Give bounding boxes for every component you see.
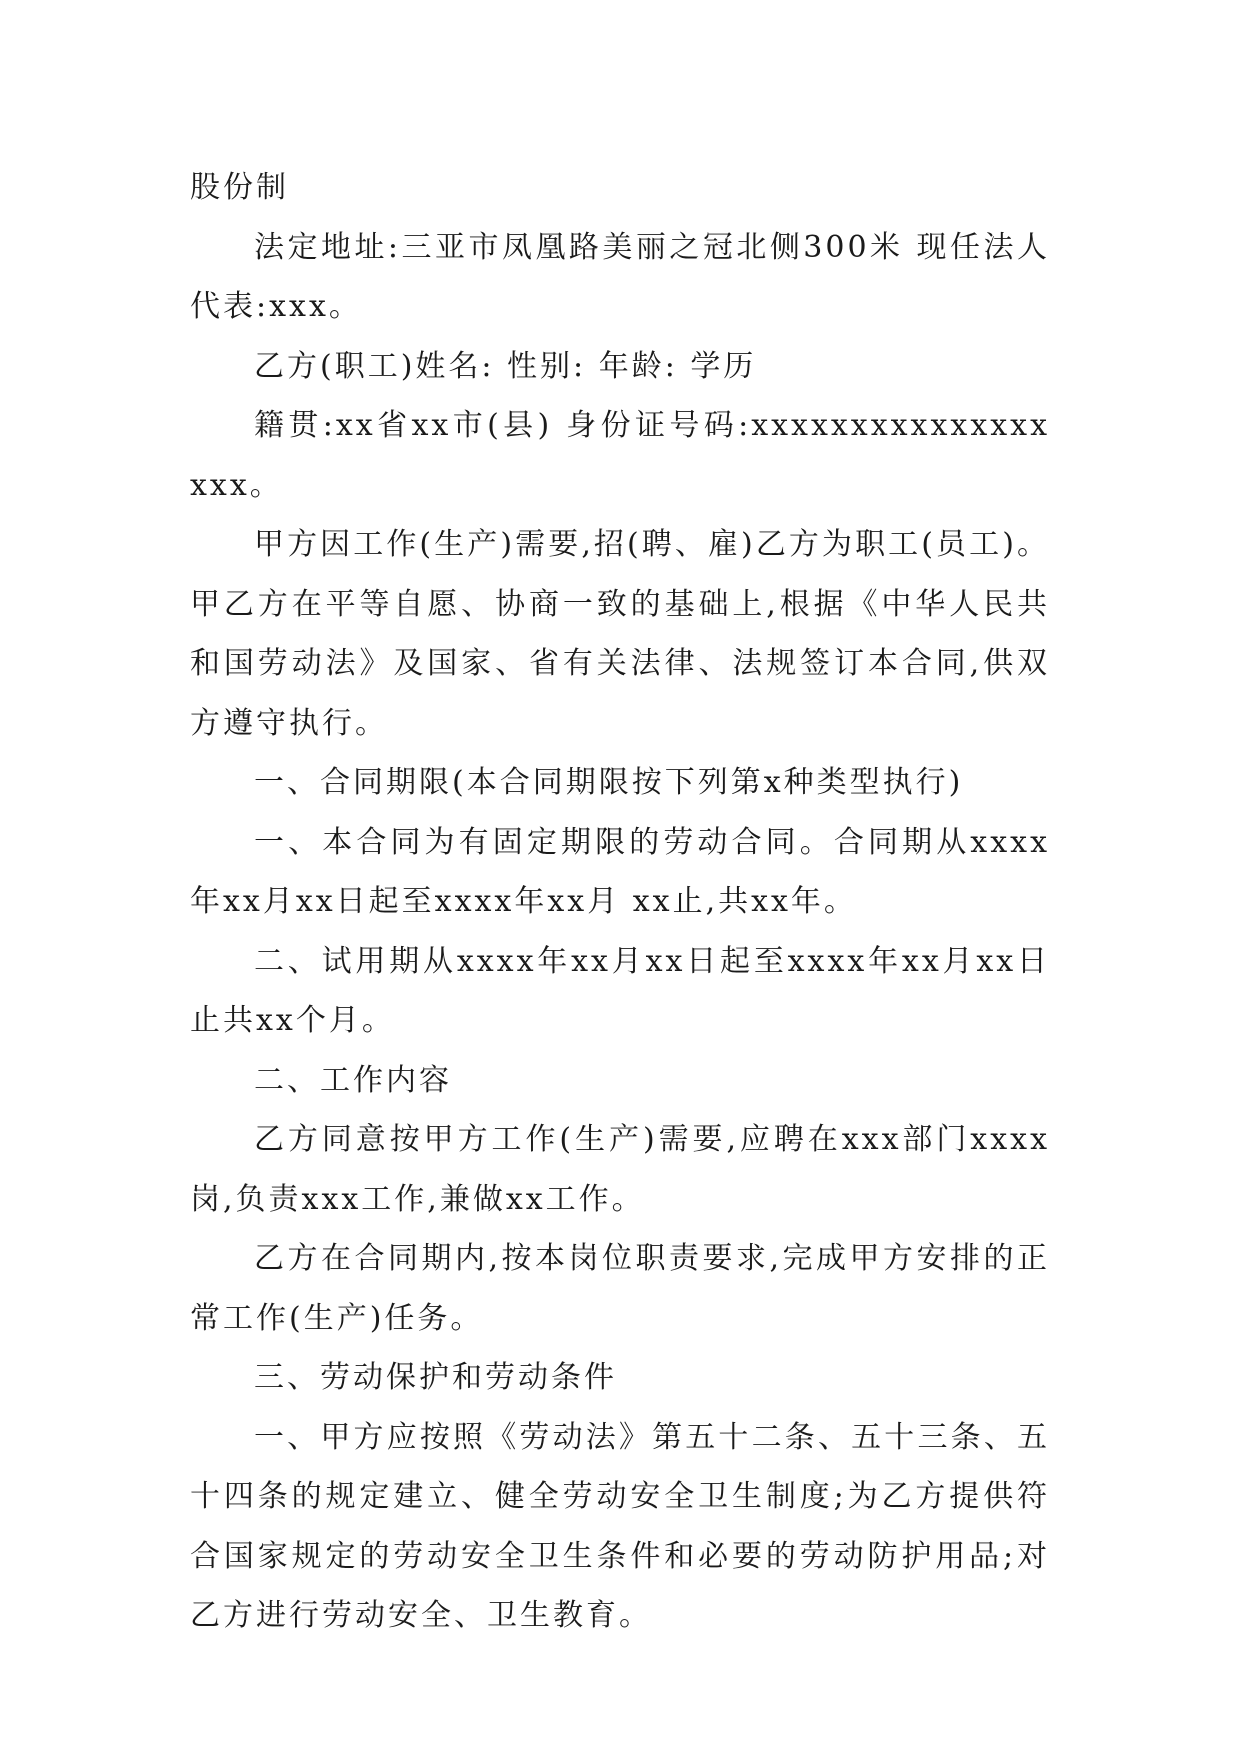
paragraph-safety-obligations: 一、甲方应按照《劳动法》第五十二条、五十三条、五十四条的规定建立、健全劳动安全卫生制度;为乙方提供符合国家规定的劳动安全卫生条件和必要的劳动防护用品;对乙方进行劳动安全、卫生教育。 [190, 1419, 1050, 1633]
paragraph-fixed-term: 一、本合同为有固定期限的劳动合同。合同期从xxxx年xx月xx日起至xxxx年xx月 xx止,共xx年。 [190, 824, 1050, 919]
paragraph-ownership-type: 股份制 [190, 170, 289, 205]
paragraph-native-place-id: 籍贯:xx省xx市(县) 身份证号码:xxxxxxxxxxxxxxxxxx。 [190, 408, 1050, 503]
paragraph-preamble: 甲方因工作(生产)需要,招(聘、雇)乙方为职工(员工)。甲乙方在平等自愿、协商一致的基础上,根据《中华人民共和国劳动法》及国家、省有关法律、法规签订本合同,供双方遵守执行。 [190, 527, 1050, 741]
document-body [190, 158, 1050, 1646]
paragraph-legal-address: 法定地址:三亚市凤凰路美丽之冠北侧300米 现任法人代表:xxx。 [190, 229, 1050, 324]
paragraph-probation: 二、试用期从xxxx年xx月xx日起至xxxx年xx月xx日止共xx个月。 [190, 943, 1050, 1038]
paragraph-job-position: 乙方同意按甲方工作(生产)需要,应聘在xxx部门xxxx岗,负责xxx工作,兼做xx工作。 [190, 1122, 1050, 1217]
section-heading-labor-protection: 三、劳动保护和劳动条件 [254, 1360, 617, 1395]
section-heading-job-content: 二、工作内容 [254, 1062, 452, 1098]
paragraph-employee-info: 乙方(职工)姓名: 性别: 年龄: 学历 [254, 348, 757, 384]
section-heading-contract-term: 一、合同期限(本合同期限按下列第x种类型执行) [254, 765, 964, 800]
paragraph-job-duties: 乙方在合同期内,按本岗位职责要求,完成甲方安排的正常工作(生产)任务。 [190, 1241, 1050, 1336]
